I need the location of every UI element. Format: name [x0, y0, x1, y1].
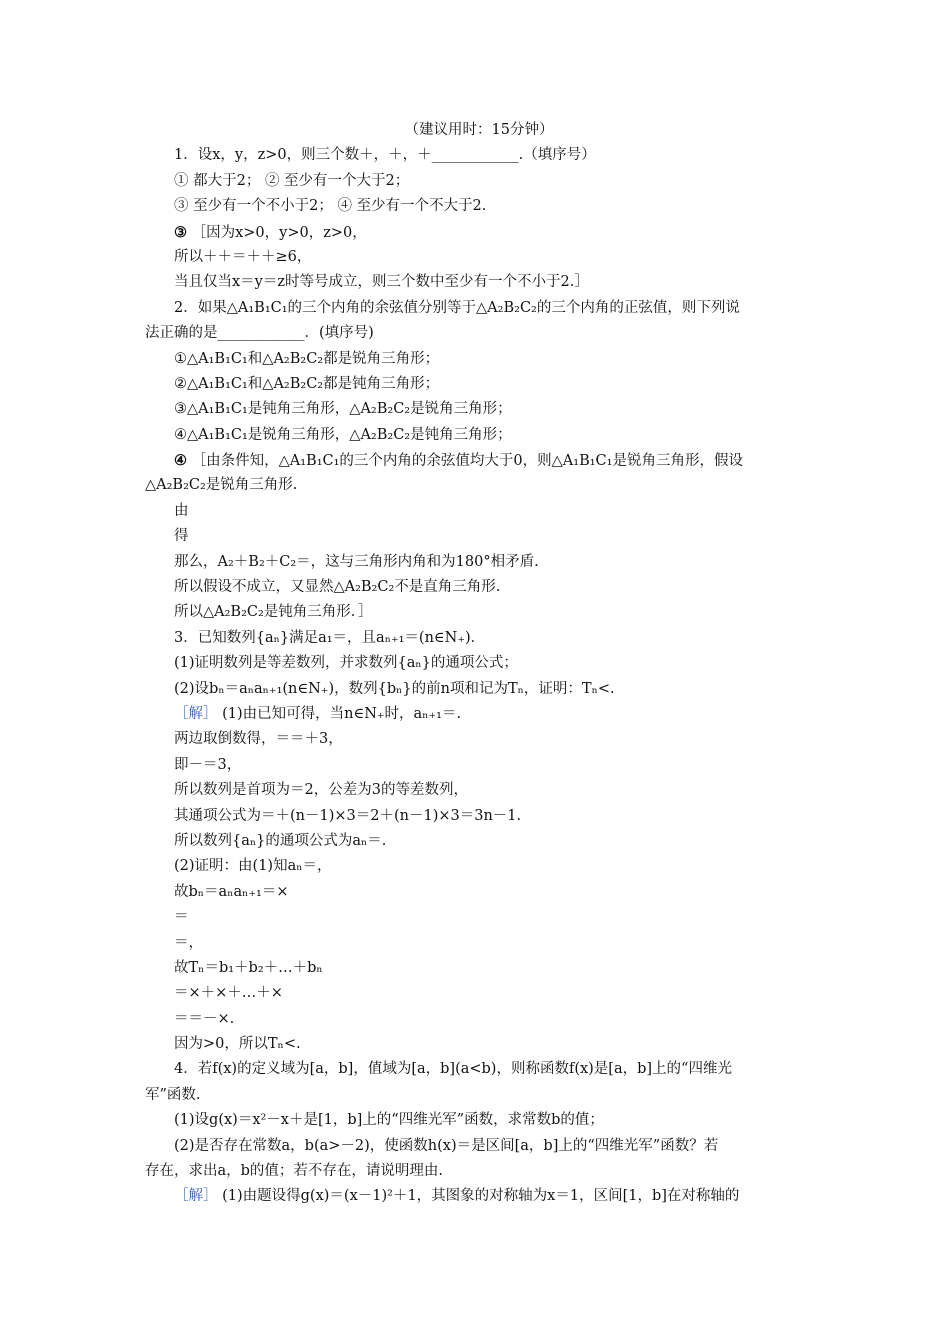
text-line — [145, 245, 813, 270]
text-line — [145, 372, 813, 397]
line-text: 所以＋＋＝＋＋≥6， — [174, 248, 312, 265]
line-text: 所以假设不成立，又显然△A₂B₂C₂不是直角三角形. — [174, 579, 501, 596]
text-line — [145, 677, 813, 702]
line-text: ③ 至少有一个不小于2； ④ 至少有一个不大于2. — [174, 198, 487, 215]
text-line — [145, 702, 813, 727]
text-line — [145, 905, 813, 930]
line-text: （建议用时：15分钟） — [404, 122, 554, 138]
text-line — [145, 804, 813, 829]
text-line — [145, 118, 813, 143]
text-line — [145, 829, 813, 854]
line-text: 由 — [174, 502, 189, 519]
text-line — [145, 626, 813, 651]
answer-label: ③ — [174, 223, 187, 241]
line-text: 2．如果△A₁B₁C₁的三个内角的余弦值分别等于△A₂B₂C₂的三个内角的正弦值，则下列说 — [174, 299, 740, 316]
line-text: 所以△A₂B₂C₂是钝角三角形．］ — [174, 604, 373, 621]
line-text: 即－＝3， — [174, 756, 242, 773]
line-text: 其通项公式为＝＋(n－1)×3＝2＋(n－1)×3＝3n－1. — [174, 807, 522, 824]
text-line — [145, 270, 813, 295]
text-line — [145, 1057, 813, 1082]
line-text: 所以数列{aₙ}的通项公式为aₙ＝. — [174, 832, 387, 849]
text-line — [145, 753, 813, 778]
line-text: ① 都大于2； ② 至少有一个大于2； — [174, 172, 410, 189]
text-line — [145, 854, 813, 879]
text-line — [145, 296, 813, 321]
text-line — [145, 1108, 813, 1133]
text-line — [145, 1134, 813, 1159]
text-line — [145, 194, 813, 219]
line-text: 故Tₙ＝b₁＋b₂＋…＋bₙ — [174, 959, 323, 976]
line-text: (2)证明：由(1)知aₙ＝， — [174, 858, 332, 875]
text-line — [145, 473, 813, 498]
line-text: ①△A₁B₁C₁和△A₂B₂C₂都是锐角三角形； — [174, 350, 440, 367]
text-line — [145, 575, 813, 600]
text-line — [145, 956, 813, 981]
text-line — [145, 1007, 813, 1032]
line-text: (2)是否存在常数a，b(a>－2)，使函数h(x)＝是区间[a，b]上的“四维光军”函数？若 — [174, 1137, 719, 1154]
line-text: ＝＝－×. — [174, 1010, 235, 1027]
text-line — [145, 651, 813, 676]
text-line — [145, 550, 813, 575]
text-line — [145, 981, 813, 1006]
text-line — [145, 931, 813, 956]
line-text: 军”函数. — [145, 1086, 201, 1103]
line-text: 3．已知数列{aₙ}满足a₁＝，且aₙ₊₁＝(n∈N₊)． — [174, 629, 486, 646]
line-text: ［由条件知，△A₁B₁C₁的三个内角的余弦值均大于0，则△A₁B₁C₁是锐角三角形，假设 — [187, 453, 743, 470]
solution-tag: ［解］ — [174, 1188, 218, 1205]
line-text: 存在，求出a，b的值；若不存在，请说明理由. — [145, 1163, 444, 1180]
line-text: (1)证明数列是等差数列，并求数列{aₙ}的通项公式； — [174, 655, 518, 672]
text-line — [145, 1032, 813, 1057]
line-text: 两边取倒数得，＝＝＋3， — [174, 731, 343, 748]
line-text: (1)设g(x)＝x²－x＋是[1，b]上的“四维光军”函数，求常数b的值； — [174, 1112, 604, 1129]
text-line — [145, 397, 813, 422]
text-line — [145, 143, 813, 168]
text-line — [145, 1083, 813, 1108]
text-line — [145, 727, 813, 752]
text-line — [145, 600, 813, 625]
text-line — [145, 778, 813, 803]
line-text: 4．若f(x)的定义域为[a，b]，值域为[a，b](a<b)，则称函数f(x)是[a，b]上的“四维光 — [174, 1061, 732, 1078]
line-text: 那么，A₂＋B₂＋C₂＝，这与三角形内角和为180°相矛盾. — [174, 553, 539, 570]
line-text: (2)设bₙ＝aₙaₙ₊₁(n∈N₊)，数列{bₙ}的前n项和记为Tₙ，证明：Tₙ<. — [174, 680, 615, 697]
line-text: (1)由题设得g(x)＝(x－1)²＋1，其图象的对称轴为x＝1，区间[1，b]在对称轴的 — [217, 1188, 740, 1205]
text-line — [145, 169, 813, 194]
line-text: 1．设x，y，z>0，则三个数＋，＋，＋____________.（填序号） — [174, 147, 596, 164]
line-text: ＝ — [174, 909, 189, 926]
line-text: ＝， — [174, 934, 203, 951]
line-text: (1)由已知可得，当n∈N₊时，aₙ₊₁＝. — [217, 705, 462, 722]
line-text: 所以数列是首项为＝2，公差为3的等差数列， — [174, 782, 468, 799]
text-line — [145, 347, 813, 372]
answer-label: ④ — [174, 452, 187, 470]
text-line — [145, 423, 813, 448]
line-text: 故bₙ＝aₙaₙ₊₁＝× — [174, 883, 289, 900]
line-text: 得 — [174, 528, 189, 545]
text-line — [145, 499, 813, 524]
text-line — [145, 220, 813, 245]
text-line — [145, 524, 813, 549]
text-line — [145, 1159, 813, 1184]
text-line — [145, 321, 813, 346]
text-line — [145, 1184, 813, 1209]
solution-tag: ［解］ — [174, 705, 218, 722]
line-text: ［因为x>0，y>0，z>0， — [187, 224, 367, 241]
line-text: △A₂B₂C₂是锐角三角形. — [145, 477, 298, 494]
text-line — [145, 880, 813, 905]
line-text: 当且仅当x＝y＝z时等号成立，则三个数中至少有一个不小于2.］ — [174, 274, 589, 291]
line-text: 因为>0，所以Tₙ<. — [174, 1036, 301, 1053]
text-line — [145, 448, 813, 473]
line-text: 法正确的是____________．(填序号) — [145, 325, 374, 342]
line-text: ＝×＋×＋…＋× — [174, 985, 283, 1002]
document-page — [145, 118, 813, 1210]
line-text: ③△A₁B₁C₁是钝角三角形，△A₂B₂C₂是锐角三角形； — [174, 401, 512, 418]
line-text: ④△A₁B₁C₁是锐角三角形，△A₂B₂C₂是钝角三角形； — [174, 426, 512, 443]
line-text: ②△A₁B₁C₁和△A₂B₂C₂都是钝角三角形； — [174, 375, 440, 392]
